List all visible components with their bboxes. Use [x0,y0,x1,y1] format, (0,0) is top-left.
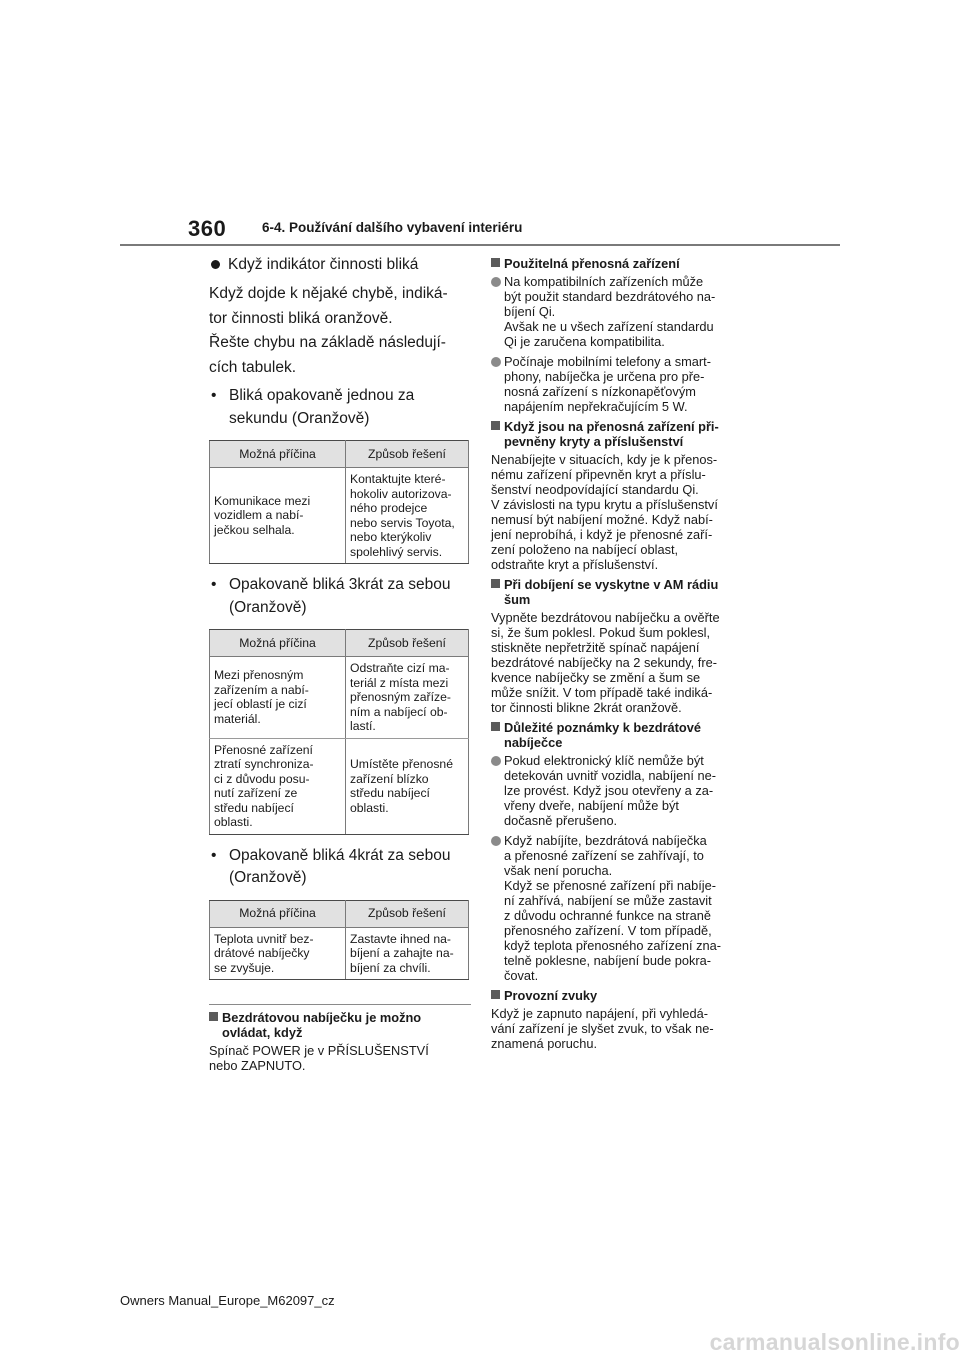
cause-cell: Přenosné zařízení ztratí synchroniza- ci z důvodu posu- nutí zařízení ze středu nabíjecí oblasti. [210,738,346,834]
sounds-text: Když je zapnuto napájení, při vyhledá- vání zařízení je slyšet zvuk, to však ne- znamená poruchu. [491,1006,714,1051]
bullet-dot-icon: • [211,576,217,593]
cause-cell: Teplota uvnitř bez- drátové nabíječky se zvyšuje. [210,927,346,980]
indicator-heading [209,254,471,275]
square-bullet-icon [491,990,500,999]
list-item-text: Na kompatibilních zařízeních může být použit standard bezdrátového na- bíjení Qi. Avšak ne u všech zařízení standardu Qi je zaručena kompatibilita. [504,274,716,349]
list-item [491,753,753,828]
bullet-dot-icon: • [211,387,217,404]
cause-solution-table [209,629,469,835]
list-item [491,833,753,983]
notes-heading [491,720,753,750]
square-bullet-icon [209,1012,218,1021]
col-header-solution: Způsob řešení [346,630,469,657]
table-row [210,468,469,564]
page-number: 360 [188,216,227,241]
square-bullet-icon [491,579,500,588]
section-divider [209,1004,471,1005]
col-header-solution: Způsob řešení [346,441,469,468]
sounds-heading-text: Provozní zvuky [504,988,598,1003]
cause-solution-table [209,440,469,564]
blink-pattern-once [209,385,471,430]
intro-line: tor činnosti bliká oranžově. [209,309,393,327]
am-noise-heading-text: Při dobíjení se vyskytne v AM rádiu šum [504,577,719,607]
blink-pattern-text: Bliká opakovaně jednou za sekundu (Oranžově) [229,387,415,427]
cause-cell: Komunikace mezi vozidlem a nabí- ječkou selhala. [210,468,346,564]
right-column [491,256,753,1056]
square-bullet-icon [491,258,500,267]
list-item [491,274,753,349]
covers-heading [491,419,753,449]
covers-text: Nenabíjejte v situacích, kdy je k přenos- nému zařízení připevněn kryt a příslu- šenství neodpovídající standardu Qi. V závislosti na typu krytu a příslušenství nemusí být nabíjení možné. Když nabí- jení neprobíhá, i když je přenosné zaří- zení položeno na nabíjecí oblast, odstraňte kryt a příslušenství. [491,452,718,572]
left-column [209,254,471,1078]
sounds-heading [491,988,753,1003]
blink-pattern-text: Opakovaně bliká 3krát za sebou (Oranžově) [229,576,451,616]
table-row [210,657,469,739]
solution-cell: Zastavte ihned na- bíjení a zahajte na- bíjení za chvíli. [346,927,469,980]
cause-solution-table [209,900,469,981]
intro-line: Řešte chybu na základě následují- [209,334,446,351]
list-item-text: Když nabíjíte, bezdrátová nabíječka a přenosné zařízení se zahřívají, to však není porucha. Když se přenosné zařízení při nabíje- ní zahřívá, nabíjení se může zastavit z důvodu ochranné funkce na straně přenosného zařízení. V tom případě, když teplota přenosného zařízení zna- telně poklesne, nabíjení bude pokra- čovat. [504,833,721,983]
am-noise-heading [491,577,753,607]
square-bullet-icon [491,722,500,731]
blink-pattern-4x [209,845,471,890]
blink-pattern-text: Opakovaně bliká 4krát za sebou (Oranžově) [229,846,451,886]
circle-bullet-icon [491,756,501,766]
intro-line: cích tabulek. [209,358,297,376]
circle-bullet-icon [491,277,501,287]
col-header-cause: Možná příčina [210,900,346,927]
usable-devices-heading [491,256,753,271]
col-header-cause: Možná příčina [210,441,346,468]
operable-heading [209,1010,471,1040]
list-item-text: Pokud elektronický klíč nemůže být detekován uvnitř vozidla, nabíjení ne- lze provést. Když jsou otevřeny a za- vřeny dveře, nabíjení může být dočasně přerušeno. [504,753,716,828]
indicator-heading-text: Když indikátor činnosti bliká [228,256,419,273]
am-noise-text: Vypněte bezdrátovou nabíječku a ověřte si, že šum poklesl. Pokud šum poklesl, stiskněte nepřetržitě spínač napájení bezdrátové nabíječky na 2 sekundy, fre- kvence nabíječky se změní a šum se může snížit. V tom případě také indiká- tor činnosti blikne 2krát oranžově. [491,610,720,715]
operable-heading-text: Bezdrátovou nabíječku je možno ovládat, když [222,1010,422,1040]
solution-cell: Umístěte přenosné zařízení blízko středu nabíjecí oblasti. [346,738,469,834]
circle-bullet-icon [491,836,501,846]
list-item-text: Počínaje mobilními telefony a smart- phony, nabíječka je určena pro pře- nosná zařízení s nízkonapěťovým napájením nepřekračujícím 5 W. [504,354,711,414]
table-row [210,927,469,980]
filled-circle-bullet-icon [211,260,220,269]
header-divider [120,244,840,246]
table-row [210,738,469,834]
solution-cell: Odstraňte cizí ma- teriál z místa mezi přenosným zaříze- ním a nabíjecí ob- lastí. [346,657,469,739]
square-bullet-icon [491,421,500,430]
notes-heading-text: Důležité poznámky k bezdrátové nabíječce [504,720,701,750]
list-item [491,354,753,414]
section-title: 6-4. Používání dalšího vybavení interiéru [262,220,523,235]
col-header-cause: Možná příčina [210,630,346,657]
cause-cell: Mezi přenosným zařízením a nabí- jecí oblastí je cizí materiál. [210,657,346,739]
watermark: carmanualsonline.info [709,1329,960,1355]
footer-text: Owners Manual_Europe_M62097_cz [120,1293,335,1308]
covers-heading-text: Když jsou na přenosná zařízení při- pevněny kryty a příslušenství [504,419,719,449]
intro-line: Když dojde k nějaké chybě, indiká- [209,285,448,302]
operable-text: Spínač POWER je v PŘÍSLUŠENSTVÍ nebo ZAPNUTO. [209,1043,429,1073]
usable-devices-heading-text: Použitelná přenosná zařízení [504,256,680,271]
solution-cell: Kontaktujte které- hokoliv autorizova- ného prodejce nebo servis Toyota, nebo kterýkoliv spolehlivý servis. [346,468,469,564]
blink-pattern-3x [209,574,471,619]
circle-bullet-icon [491,357,501,367]
bullet-dot-icon: • [211,846,217,864]
col-header-solution: Způsob řešení [346,900,469,927]
